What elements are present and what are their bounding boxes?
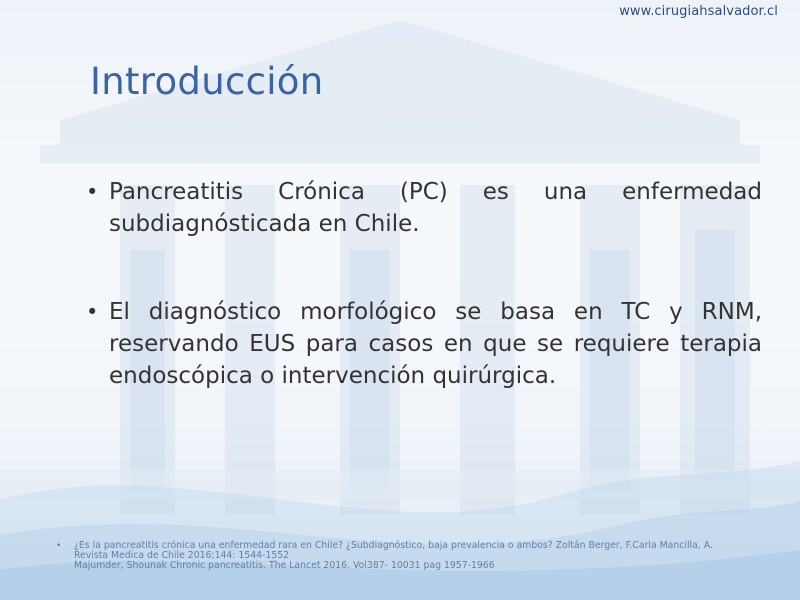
reference-line: ¿Es la pancreatitis crónica una enfermedad rara en Chile? ¿Subdiagnóstico, baja prevalencia o ambos? Zoltán Berger, F.Carla Mancilla, A.: [74, 540, 713, 551]
bullet-text: El diagnóstico morfológico se basa en TC y RNM, reservando EUS para casos en que se requiere terapia endoscópica o intervención quirúrgica.: [109, 299, 762, 389]
bullet-text: Pancreatitis Crónica (PC) es una enfermedad subdiagnósticada en Chile.: [109, 179, 762, 237]
references: [56, 541, 776, 571]
reference-marker: •: [56, 541, 62, 551]
bullet-item: [86, 176, 762, 240]
bottom-wave-decoration: [0, 440, 800, 600]
bullet-marker: •: [86, 300, 99, 324]
bullet-list: [86, 176, 762, 392]
bullet-item: [86, 296, 762, 392]
reference-line: Revista Medica de Chile 2016;144: 1544-1552: [74, 550, 290, 561]
website-url: www.cirugiahsalvador.cl: [619, 4, 778, 19]
reference-text: [74, 541, 776, 571]
slide-title: Introducción: [90, 60, 324, 103]
reference-line: Majumder, Shounak Chronic pancreatitis. The Lancet 2016. Vol387- 10031 pag 1957-1966: [74, 560, 495, 571]
bullet-marker: •: [86, 180, 99, 204]
